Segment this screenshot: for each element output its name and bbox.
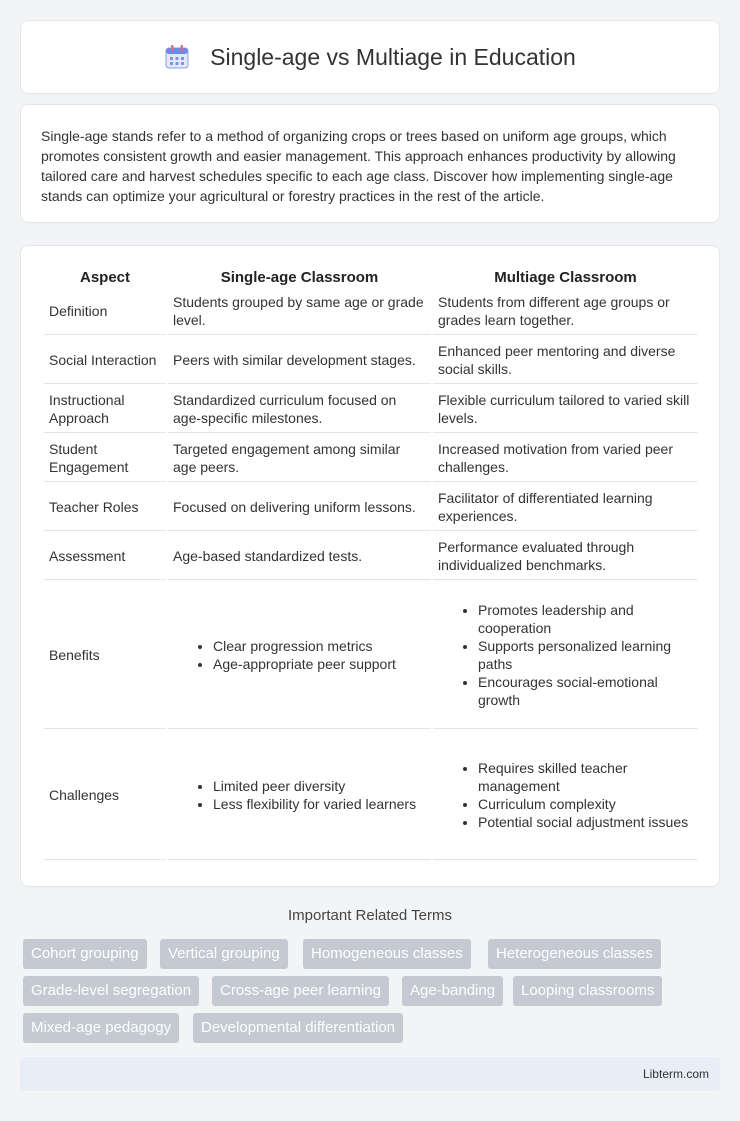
list-item: • Requires skilled teacher management — [478, 759, 693, 795]
list-item: • Promotes leadership and cooperation — [478, 601, 693, 637]
list-item: • Less flexibility for varied learners — [213, 795, 426, 813]
row-aspect: Teacher Roles — [44, 484, 166, 531]
list-item: • Clear progression metrics — [213, 637, 426, 655]
term-chip[interactable]: Heterogeneous classes — [488, 939, 661, 969]
benefits-single-list — [173, 637, 426, 673]
table-row — [44, 386, 698, 433]
table-row — [44, 533, 698, 580]
header-multiage: Multiage Classroom — [494, 269, 637, 286]
header-single-age: Single-age Classroom — [220, 269, 379, 286]
row-aspect: Definition — [44, 288, 166, 335]
table-row — [44, 288, 698, 335]
list-item: • Curriculum complexity — [478, 795, 693, 813]
term-chip[interactable]: Developmental differentiation — [193, 1013, 403, 1043]
list-item: • Supports personalized learning paths — [478, 637, 693, 673]
footer — [20, 1057, 720, 1091]
benefits-multi — [433, 582, 698, 729]
row-multi: Enhanced peer mentoring and diverse social skills. — [433, 337, 698, 384]
row-single: Students grouped by same age or grade level. — [168, 288, 431, 335]
list-item: • Encourages social-emotional growth — [478, 673, 693, 709]
row-multi: Facilitator of differentiated learning experiences. — [433, 484, 698, 531]
page-title: Single-age vs Multiage in Education — [210, 43, 576, 70]
row-aspect: Instructional Approach — [44, 386, 166, 433]
table-row-benefits — [44, 582, 698, 729]
comparison-table — [42, 264, 700, 862]
row-multi: Increased motivation from varied peer challenges. — [433, 435, 698, 482]
term-chip[interactable]: Looping classrooms — [513, 976, 662, 1006]
row-single: Standardized curriculum focused on age-specific milestones. — [168, 386, 431, 433]
term-chip[interactable]: Cross-age peer learning — [212, 976, 389, 1006]
challenges-single — [168, 731, 431, 860]
intro-card — [20, 104, 720, 223]
benefits-single — [168, 582, 431, 729]
list-item: • Limited peer diversity — [213, 777, 426, 795]
term-chip[interactable]: Grade-level segregation — [23, 976, 199, 1006]
row-single: Targeted engagement among similar age peers. — [168, 435, 431, 482]
challenges-multi-list — [438, 759, 693, 831]
term-chip[interactable]: Age-banding — [402, 976, 503, 1006]
table-row — [44, 484, 698, 531]
table-row-challenges — [44, 731, 698, 860]
challenges-single-list — [173, 777, 426, 813]
row-multi: Students from different age groups or grades learn together. — [433, 288, 698, 335]
row-single: Peers with similar development stages. — [168, 337, 431, 384]
intro-text: Single-age stands refer to a method of organizing crops or trees based on uniform age groups, which promotes consistent growth and easier management. This approach enhances productivity by allowing tailored care and harvest schedules specific to each age class. Discover how implementing single-age stands can optimize your agricultural or forestry practices in the rest of the article. — [41, 128, 676, 204]
row-aspect: Assessment — [44, 533, 166, 580]
row-multi: Flexible curriculum tailored to varied skill levels. — [433, 386, 698, 433]
term-chip[interactable]: Homogeneous classes — [303, 939, 471, 969]
related-terms-title: Important Related Terms — [288, 907, 452, 924]
challenges-multi — [433, 731, 698, 860]
row-aspect: Social Interaction — [44, 337, 166, 384]
header-aspect: Aspect — [79, 269, 131, 286]
list-item: • Potential social adjustment issues — [478, 813, 693, 831]
table-header-row — [44, 266, 698, 286]
term-chip[interactable]: Mixed-age pedagogy — [23, 1013, 179, 1043]
term-chip[interactable]: Cohort grouping — [23, 939, 147, 969]
calendar-icon — [164, 44, 190, 70]
row-single: Focused on delivering uniform lessons. — [168, 484, 431, 531]
row-multi: Performance evaluated through individualized benchmarks. — [433, 533, 698, 580]
row-aspect: Benefits — [44, 582, 166, 729]
list-item: • Age-appropriate peer support — [213, 655, 426, 673]
table-row — [44, 435, 698, 482]
footer-site-link[interactable]: Libterm.com — [642, 1067, 709, 1081]
row-aspect: Student Engagement — [44, 435, 166, 482]
row-aspect: Challenges — [44, 731, 166, 860]
term-chip[interactable]: Vertical grouping — [160, 939, 288, 969]
comparison-card — [20, 245, 720, 887]
row-single: Age-based standardized tests. — [168, 533, 431, 580]
title-card — [20, 20, 720, 94]
table-row — [44, 337, 698, 384]
benefits-multi-list — [438, 601, 693, 709]
